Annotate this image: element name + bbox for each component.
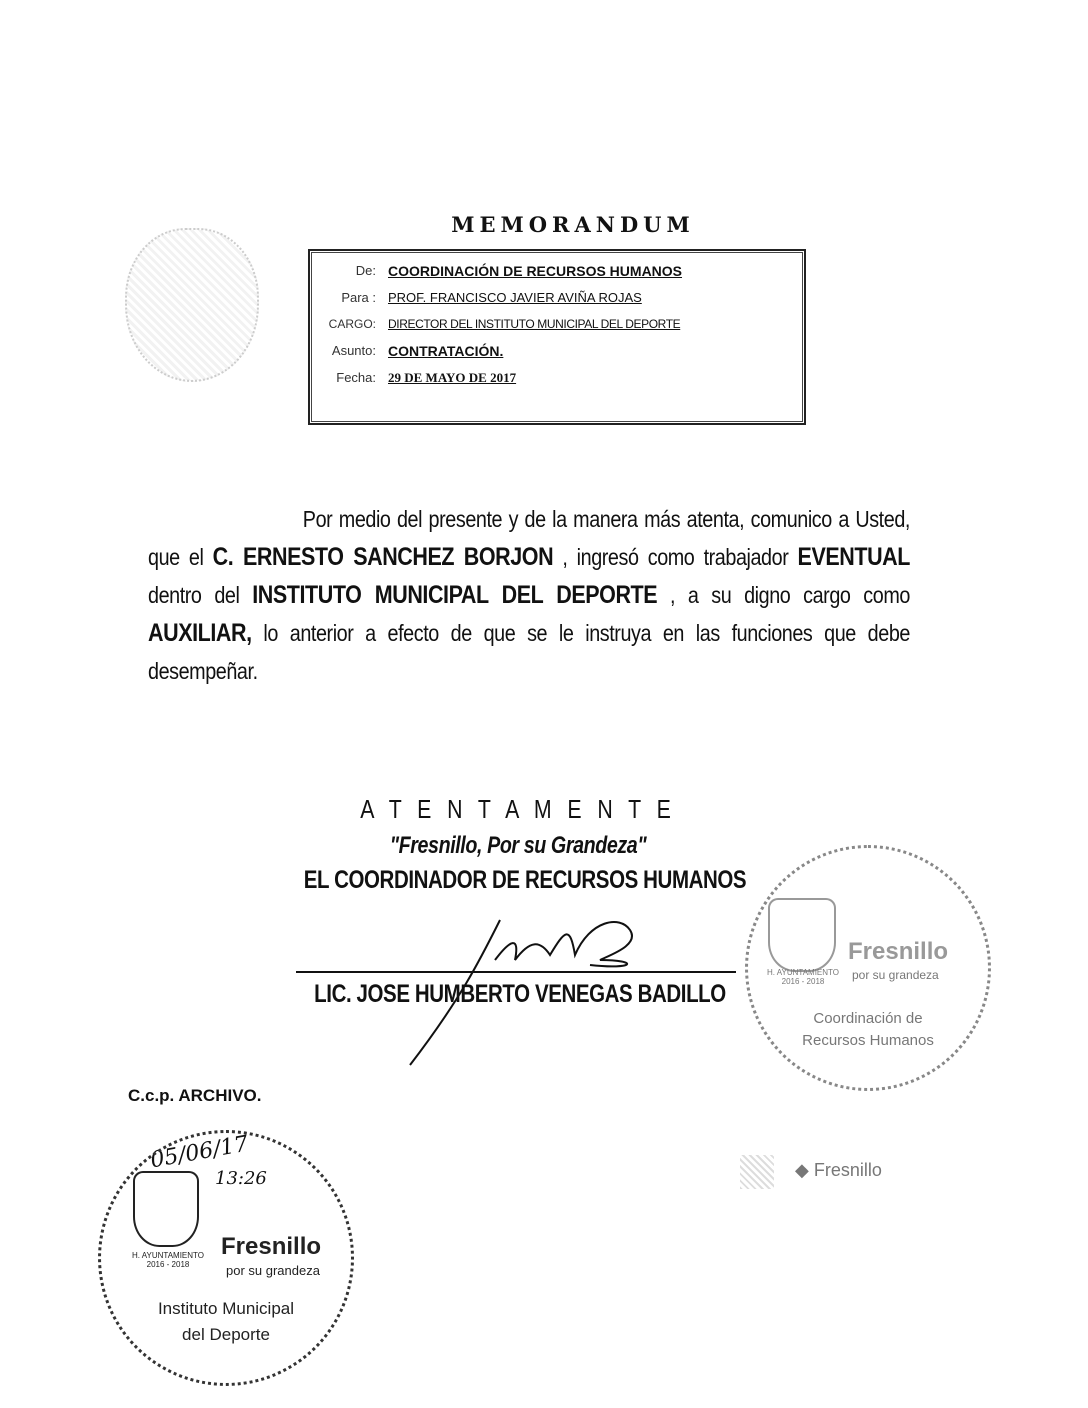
ccp-archivo: C.c.p. ARCHIVO. (128, 1086, 262, 1105)
stamp-office-line: Instituto Municipal (157, 1299, 295, 1318)
memo-body (148, 500, 910, 690)
stamp-instituto-deporte (98, 1130, 354, 1386)
employee-name: C. ERNESTO SANCHEZ BORJON (212, 543, 554, 571)
de-label: De: (355, 263, 376, 278)
institution-name: INSTITUTO MUNICIPAL DEL DEPORTE (252, 581, 658, 609)
asunto-value: CONTRATACIÓN. (388, 343, 504, 359)
received-date: 05/06/17 (148, 1131, 251, 1174)
stamp-office-line: Recursos Humanos (802, 1032, 934, 1049)
closing-atentamente: A T E N T A M E N T E (360, 794, 676, 824)
para-label: Para : (341, 290, 376, 305)
stamp-tagline: por su grandeza (852, 968, 939, 982)
memo-header-box (308, 249, 806, 425)
footer-logo: ◆ Fresnillo (795, 1160, 882, 1180)
de-value: COORDINACIÓN DE RECURSOS HUMANOS (388, 263, 683, 279)
body-text: , ingresó como trabajador (562, 544, 789, 570)
received-time: 13:26 (215, 1168, 267, 1189)
stamp-recursos-humanos (745, 845, 991, 1091)
coat-of-arms-icon (768, 898, 836, 972)
stamp-ayuntamiento: H. AYUNTAMIENTO 2016 - 2018 (131, 1251, 204, 1269)
signature-line (296, 971, 736, 973)
fecha-label: Fecha: (336, 370, 376, 385)
body-text: Por medio del presente y de la manera más atenta, comunico a Usted, que el (148, 506, 910, 570)
faded-coat-of-arms-icon (740, 1155, 774, 1189)
employee-role: AUXILIAR, (148, 619, 252, 647)
stamp-office-line: del Deporte (182, 1325, 270, 1344)
para-value: PROF. FRANCISCO JAVIER AVIÑA ROJAS (388, 290, 642, 305)
faded-seal-watermark (125, 228, 259, 382)
cargo-label: CARGO: (328, 317, 376, 331)
signer-name: LIC. JOSE HUMBERTO VENEGAS BADILLO (314, 980, 726, 1008)
stamp-brand: Fresnillo (848, 938, 949, 965)
signer-position: EL COORDINADOR DE RECURSOS HUMANOS (303, 866, 747, 894)
coat-of-arms-icon (133, 1171, 199, 1247)
footer-logo-text: Fresnillo (813, 1160, 882, 1180)
stamp-office-line: Coordinación de (813, 1010, 923, 1027)
employment-type: EVENTUAL (797, 543, 910, 571)
document-title: MEMORANDUM (451, 212, 695, 237)
stamp-brand: Fresnillo (221, 1233, 322, 1260)
stamp-ayuntamiento: H. AYUNTAMIENTO 2016 - 2018 (766, 968, 839, 986)
body-text: lo anterior a efecto de que se le instruya en las funciones que debe desempeñar. (148, 620, 910, 684)
closing-motto: "Fresnillo, Por su Grandeza" (389, 832, 647, 859)
body-text: dentro del (148, 582, 240, 608)
cargo-value: DIRECTOR DEL INSTITUTO MUNICIPAL DEL DEPORTE (388, 317, 681, 331)
stamp-tagline: por su grandeza (226, 1263, 320, 1278)
body-text: , a su digno cargo como (669, 582, 910, 608)
fecha-value: 29 DE MAYO DE 2017 (388, 370, 517, 385)
asunto-label: Asunto: (331, 343, 376, 358)
